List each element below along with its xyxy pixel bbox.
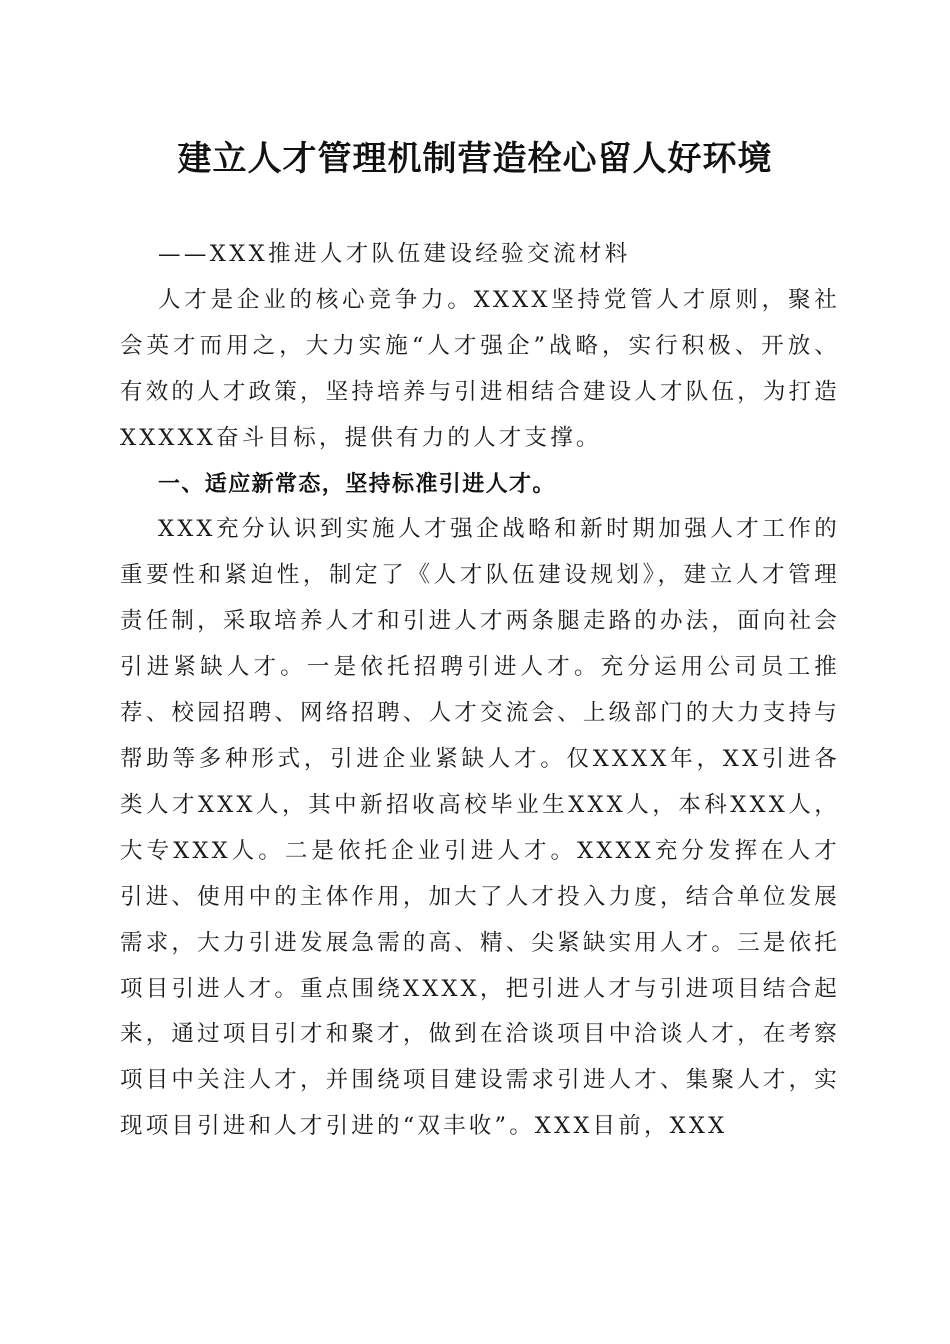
section-1-paragraph: XXX充分认识到实施人才强企战略和新时期加强人才工作的重要性和紧迫性，制定了《人才队伍建设规划》，建立人才管理责任制，采取培养人才和引进人才两条腿走路的办法，面向社会引进紧缺人才。一是依托招聘引进人才。充分运用公司员工推荐、校园招聘、网络招聘、人才交流会、上级部门的大力支持与帮助等多种形式，引进企业紧缺人才。仅XXXX年，XX引进各类人才XXX人，其中新招收高校毕业生XXX人，本科XXX人，大专XXX人。二是依托企业引进人才。XXXX充分发挥在人才引进、使用中的主体作用，加大了人才投入力度，结合单位发展需求，大力引进发展急需的高、精、尖紧缺实用人才。三是依托项目引进人才。重点围绕XXXX，把引进人才与引进项目结合起来，通过项目引才和聚才，做到在洽谈项目中洽谈人才，在考察项目中关注人才，并围绕项目建设需求引进人才、集聚人才，实现项目引进和人才引进的“双丰收”。XXX目前，XXX xyxy=(120,516,840,1140)
section-heading-1: 一、适应新常态，坚持标准引进人才。 xyxy=(158,471,556,497)
intro-paragraph: 人才是企业的核心竞争力。XXXX坚持党管人才原则，聚社会英才而用之，大力实施“人才强企”战略，实行积极、开放、有效的人才政策，坚持培养与引进相结合建设人才队伍，为打造XXXXX奋斗目标，提供有力的人才支撑。 xyxy=(120,286,840,451)
document-title: 建立人才管理机制营造栓心留人好环境 xyxy=(177,139,773,179)
document-subtitle: ——XXX推进人才队伍建设经验交流材料 xyxy=(158,241,631,267)
document-body xyxy=(120,232,840,1150)
